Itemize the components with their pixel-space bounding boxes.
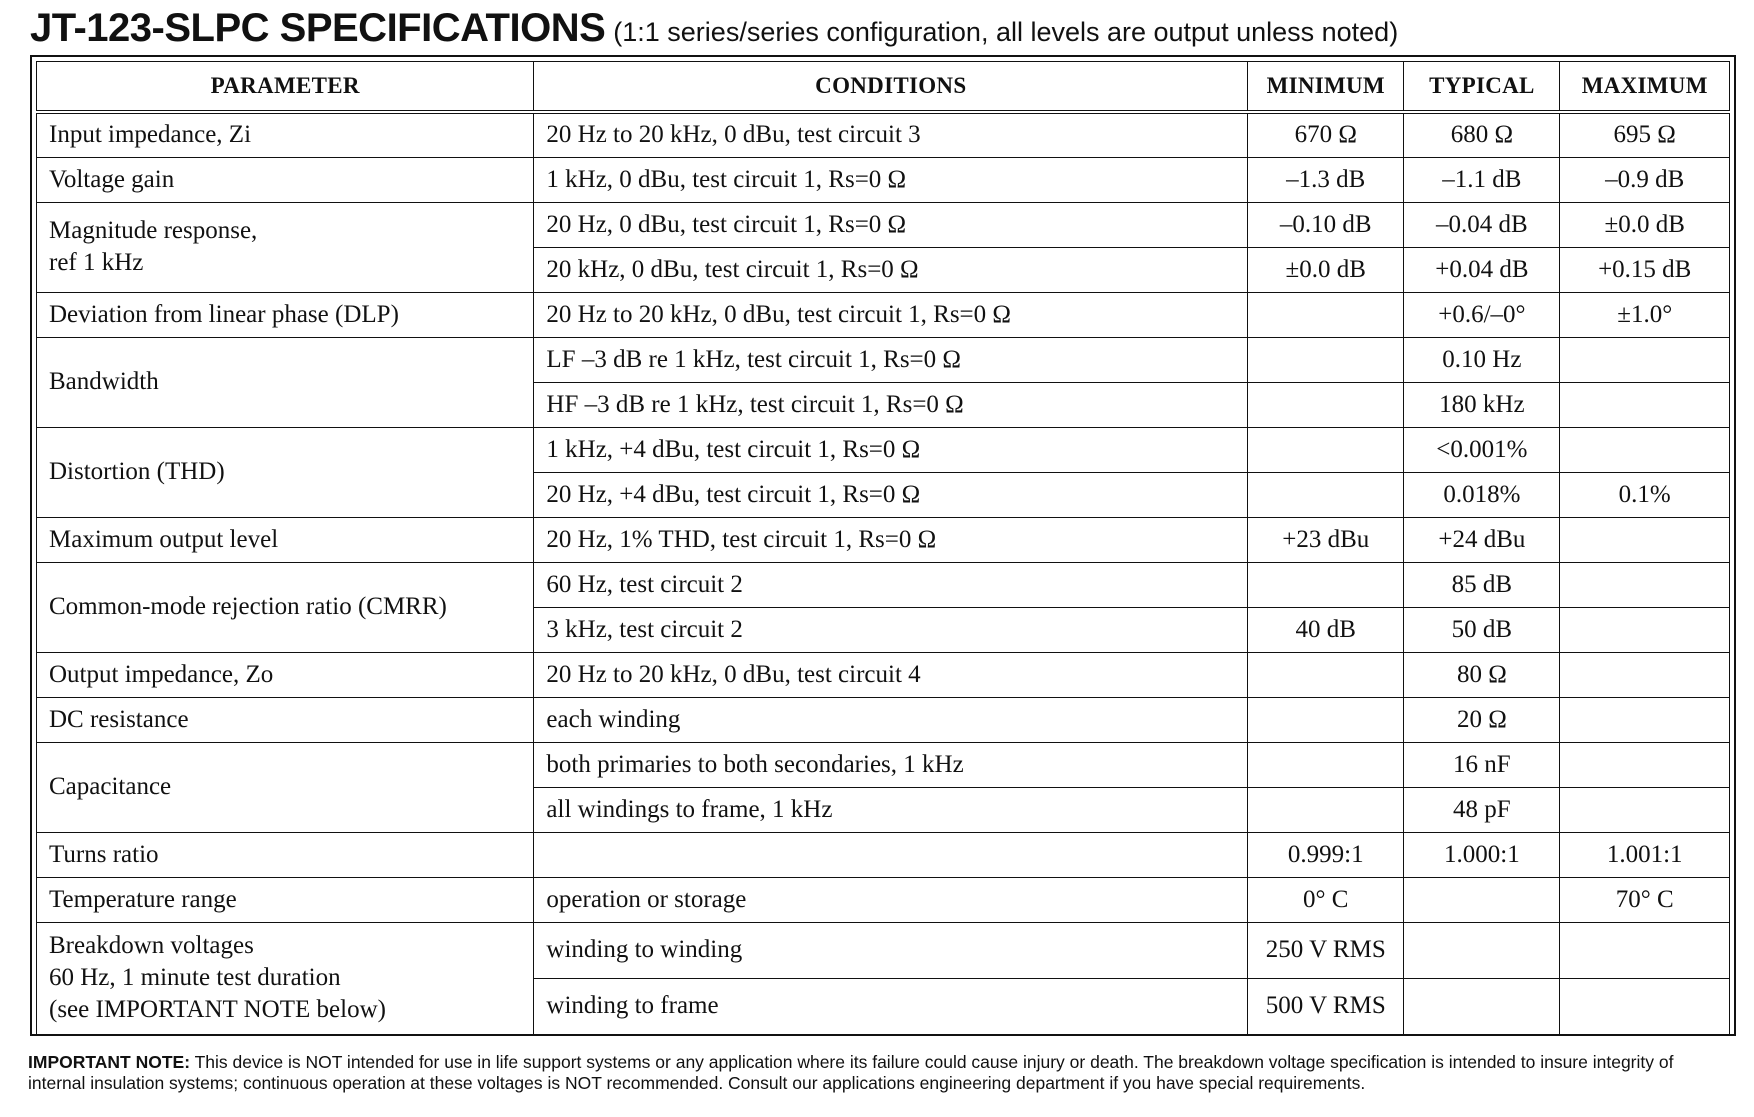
important-note <box>28 1052 1728 1094</box>
min-cell <box>1248 652 1404 697</box>
max-cell <box>1560 697 1730 742</box>
typ-cell: 180 kHz <box>1404 382 1560 427</box>
important-note-label: IMPORTANT NOTE: <box>28 1052 191 1072</box>
conditions-cell: each winding <box>534 697 1248 742</box>
min-cell <box>1248 292 1404 337</box>
typ-cell: 16 nF <box>1404 742 1560 787</box>
min-cell: –1.3 dB <box>1248 157 1404 202</box>
conditions-cell: 1 kHz, 0 dBu, test circuit 1, Rs=0 Ω <box>534 157 1248 202</box>
min-cell <box>1248 742 1404 787</box>
max-cell <box>1560 337 1730 382</box>
min-cell <box>1248 787 1404 832</box>
param-text: Magnitude response, ref 1 kHz <box>49 217 258 276</box>
param-cell: Deviation from linear phase (DLP) <box>37 292 534 337</box>
max-cell: ±0.0 dB <box>1560 202 1730 247</box>
min-cell: +23 dBu <box>1248 517 1404 562</box>
table-row <box>37 742 1730 787</box>
typ-cell: 20 Ω <box>1404 697 1560 742</box>
column-header-minimum: MINIMUM <box>1248 62 1404 113</box>
max-cell <box>1560 978 1730 1034</box>
page-title <box>30 6 1730 51</box>
table-row <box>37 112 1730 157</box>
min-cell: 670 Ω <box>1248 112 1404 157</box>
typ-cell: 0.10 Hz <box>1404 337 1560 382</box>
min-cell: 40 dB <box>1248 607 1404 652</box>
conditions-cell: 60 Hz, test circuit 2 <box>534 562 1248 607</box>
spec-table-frame <box>30 55 1736 1036</box>
param-cell: Capacitance <box>37 742 534 832</box>
typ-cell: 85 dB <box>1404 562 1560 607</box>
conditions-cell: LF –3 dB re 1 kHz, test circuit 1, Rs=0 Ω <box>534 337 1248 382</box>
typ-cell: 680 Ω <box>1404 112 1560 157</box>
conditions-cell: 20 Hz to 20 kHz, 0 dBu, test circuit 3 <box>534 112 1248 157</box>
param-cell-magnitude <box>37 202 534 292</box>
min-cell: 0.999:1 <box>1248 832 1404 877</box>
typ-cell: +0.04 dB <box>1404 247 1560 292</box>
typ-cell <box>1404 978 1560 1034</box>
title-main: JT-123-SLPC SPECIFICATIONS <box>30 6 606 50</box>
conditions-cell: 20 Hz, 0 dBu, test circuit 1, Rs=0 Ω <box>534 202 1248 247</box>
typ-cell: +24 dBu <box>1404 517 1560 562</box>
param-cell: Common-mode rejection ratio (CMRR) <box>37 562 534 652</box>
max-cell: 0.1% <box>1560 472 1730 517</box>
min-cell <box>1248 382 1404 427</box>
max-cell <box>1560 922 1730 978</box>
typ-cell: 80 Ω <box>1404 652 1560 697</box>
conditions-cell: winding to winding <box>534 922 1248 978</box>
conditions-cell: both primaries to both secondaries, 1 kHz <box>534 742 1248 787</box>
conditions-cell: 20 Hz, 1% THD, test circuit 1, Rs=0 Ω <box>534 517 1248 562</box>
table-row <box>37 157 1730 202</box>
max-cell <box>1560 652 1730 697</box>
table-row <box>37 292 1730 337</box>
conditions-cell: winding to frame <box>534 978 1248 1034</box>
max-cell: 1.001:1 <box>1560 832 1730 877</box>
column-header-maximum: MAXIMUM <box>1560 62 1730 113</box>
conditions-cell: operation or storage <box>534 877 1248 922</box>
max-cell: +0.15 dB <box>1560 247 1730 292</box>
table-row <box>37 562 1730 607</box>
typ-cell: 48 pF <box>1404 787 1560 832</box>
max-cell <box>1560 382 1730 427</box>
min-cell: 500 V RMS <box>1248 978 1404 1034</box>
min-cell: ±0.0 dB <box>1248 247 1404 292</box>
param-cell: Temperature range <box>37 877 534 922</box>
table-row <box>37 652 1730 697</box>
conditions-cell: 20 kHz, 0 dBu, test circuit 1, Rs=0 Ω <box>534 247 1248 292</box>
min-cell: 250 V RMS <box>1248 922 1404 978</box>
table-row <box>37 832 1730 877</box>
typ-cell: 50 dB <box>1404 607 1560 652</box>
min-cell <box>1248 562 1404 607</box>
max-cell: –0.9 dB <box>1560 157 1730 202</box>
conditions-cell: 20 Hz to 20 kHz, 0 dBu, test circuit 1, Rs=0 Ω <box>534 292 1248 337</box>
param-cell: DC resistance <box>37 697 534 742</box>
table-header-row <box>37 62 1730 113</box>
typ-cell: 1.000:1 <box>1404 832 1560 877</box>
column-header-parameter: PARAMETER <box>37 62 534 113</box>
typ-cell: 0.018% <box>1404 472 1560 517</box>
min-cell: –0.10 dB <box>1248 202 1404 247</box>
min-cell <box>1248 427 1404 472</box>
max-cell <box>1560 742 1730 787</box>
conditions-cell: 3 kHz, test circuit 2 <box>534 607 1248 652</box>
typ-cell: +0.6/–0° <box>1404 292 1560 337</box>
table-row <box>37 877 1730 922</box>
typ-cell <box>1404 922 1560 978</box>
max-cell: 70° C <box>1560 877 1730 922</box>
param-cell: Voltage gain <box>37 157 534 202</box>
table-row <box>37 337 1730 382</box>
max-cell <box>1560 427 1730 472</box>
max-cell: 695 Ω <box>1560 112 1730 157</box>
typ-cell: –1.1 dB <box>1404 157 1560 202</box>
max-cell: ±1.0° <box>1560 292 1730 337</box>
conditions-cell: all windings to frame, 1 kHz <box>534 787 1248 832</box>
spec-table <box>36 61 1730 1035</box>
min-cell <box>1248 697 1404 742</box>
conditions-cell: 1 kHz, +4 dBu, test circuit 1, Rs=0 Ω <box>534 427 1248 472</box>
param-cell: Output impedance, Zo <box>37 652 534 697</box>
max-cell <box>1560 517 1730 562</box>
table-row <box>37 427 1730 472</box>
param-cell: Turns ratio <box>37 832 534 877</box>
conditions-cell: HF –3 dB re 1 kHz, test circuit 1, Rs=0 Ω <box>534 382 1248 427</box>
min-cell <box>1248 472 1404 517</box>
typ-cell <box>1404 877 1560 922</box>
column-header-typical: TYPICAL <box>1404 62 1560 113</box>
conditions-cell <box>534 832 1248 877</box>
min-cell <box>1248 337 1404 382</box>
param-cell: Distortion (THD) <box>37 427 534 517</box>
param-cell: Input impedance, Zi <box>37 112 534 157</box>
param-text: Breakdown voltages 60 Hz, 1 minute test duration (see IMPORTANT NOTE below) <box>49 932 386 1023</box>
param-cell: Bandwidth <box>37 337 534 427</box>
max-cell <box>1560 787 1730 832</box>
typ-cell: <0.001% <box>1404 427 1560 472</box>
table-row <box>37 202 1730 247</box>
param-cell: Maximum output level <box>37 517 534 562</box>
conditions-cell: 20 Hz, +4 dBu, test circuit 1, Rs=0 Ω <box>534 472 1248 517</box>
title-subtitle: (1:1 series/series configuration, all levels are output unless noted) <box>613 17 1399 47</box>
param-cell-breakdown <box>37 922 534 1034</box>
conditions-cell: 20 Hz to 20 kHz, 0 dBu, test circuit 4 <box>534 652 1248 697</box>
max-cell <box>1560 607 1730 652</box>
column-header-conditions: CONDITIONS <box>534 62 1248 113</box>
table-row <box>37 697 1730 742</box>
typ-cell: –0.04 dB <box>1404 202 1560 247</box>
table-row <box>37 922 1730 978</box>
min-cell: 0° C <box>1248 877 1404 922</box>
table-row <box>37 517 1730 562</box>
max-cell <box>1560 562 1730 607</box>
important-note-text: This device is NOT intended for use in life support systems or any application where its failure could cause injury or death. The breakdown voltage specification is intended to insure integrity of internal insulation systems; continuous operation at these voltages is NOT recommended. Consult our applications engineering department if you have special requirements. <box>28 1052 1674 1093</box>
